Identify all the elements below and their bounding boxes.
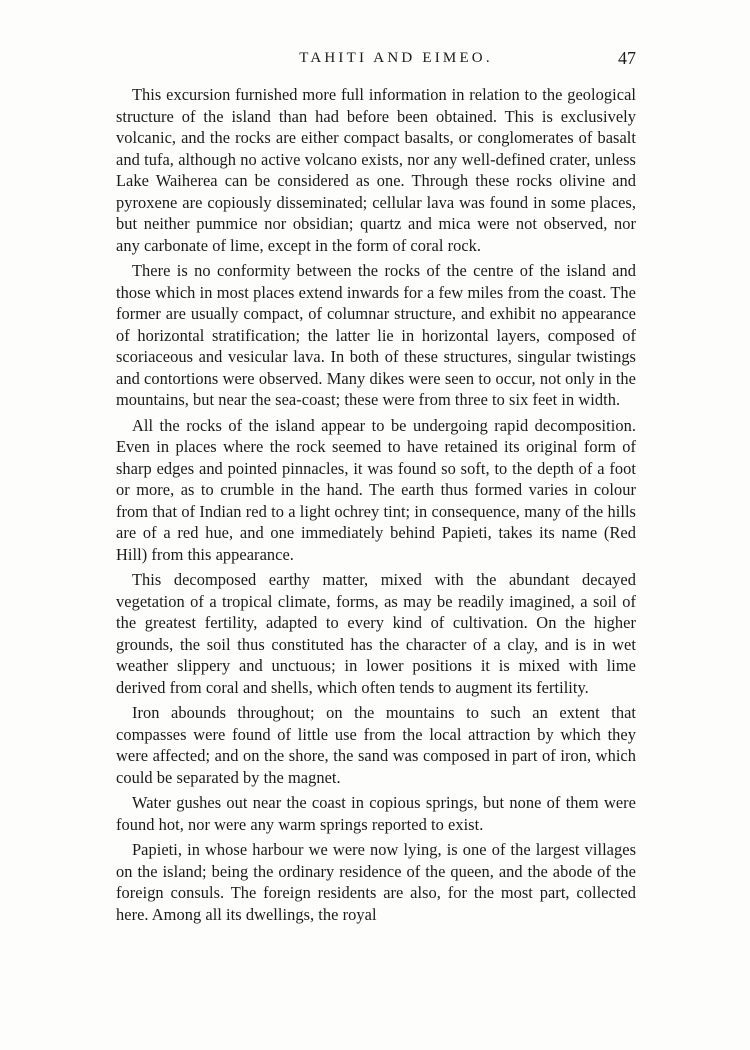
paragraph-soil-fertility: This decomposed earthy matter, mixed with the abundant decayed vegetation of a tropical climate, forms, as may be readily imagined, a soil of the greatest fertility, adapted to every kind of cultivation. On the higher grounds, the soil thus constituted has the character of a clay, and is in wet weather slippery and unctuous; in lower positions it is mixed with lime derived from coral and shells, which often tends to augment its fertility.	[116, 570, 636, 697]
paragraph-decomposition: All the rocks of the island appear to be undergoing rapid decomposition. Even in places where the rock seemed to have retained its original form of sharp edges and pointed pinnacles, it was found so soft, to the depth of a foot or more, as to crumble in the hand. The earth thus formed varies in colour from that of Indian red to a light ochrey tint; in consequence, many of the hills are of a red hue, and one immediately behind Papieti, takes its name (Red Hill) from this appearance.	[116, 415, 636, 564]
page-number: 47	[618, 48, 636, 68]
running-title: TAHITI AND EIMEO.	[299, 50, 493, 66]
paragraph-geological-structure: This excursion furnished more full information in relation to the geological structure of the island than had before been obtained. This is exclusively volcanic, and the rocks are either compact basalts, or conglomerates of basalt and tufa, although no active volcano exists, nor any well-defined crater, unless Lake Waiherea can be considered as one. Through these rocks olivine and pyroxene are copiously disseminated; cellular lava was found in some places, but neither pummice nor obsidian; quartz and mica were not observed, nor any carbonate of lime, except in the form of coral rock.	[116, 85, 636, 255]
body-text	[116, 84, 636, 929]
paragraph-springs: Water gushes out near the coast in copious springs, but none of them were found hot, nor were any warm springs reported to exist.	[116, 793, 636, 834]
paragraph-rock-conformity: There is no conformity between the rocks of the centre of the island and those which in most places extend inwards for a few miles from the coast. The former are usually compact, of columnar structure, and exhibit no appearance of horizontal stratification; the latter lie in horizontal layers, composed of scoriaceous and vesicular lava. In both of these structures, singular twistings and contortions were observed. Many dikes were seen to occur, not only in the mountains, but near the sea-coast; these were from three to six feet in width.	[116, 261, 636, 409]
running-header	[116, 50, 636, 72]
paragraph-papieti: Papieti, in whose harbour we were now lying, is one of the largest villages on the island; being the ordinary residence of the queen, and the abode of the foreign consuls. The foreign residents are also, for the most part, collected here. Among all its dwellings, the royal	[116, 840, 636, 924]
paragraph-iron: Iron abounds throughout; on the mountains to such an extent that compasses were found of little use from the local attraction by which they were affected; and on the shore, the sand was composed in part of iron, which could be separated by the magnet.	[116, 703, 636, 787]
